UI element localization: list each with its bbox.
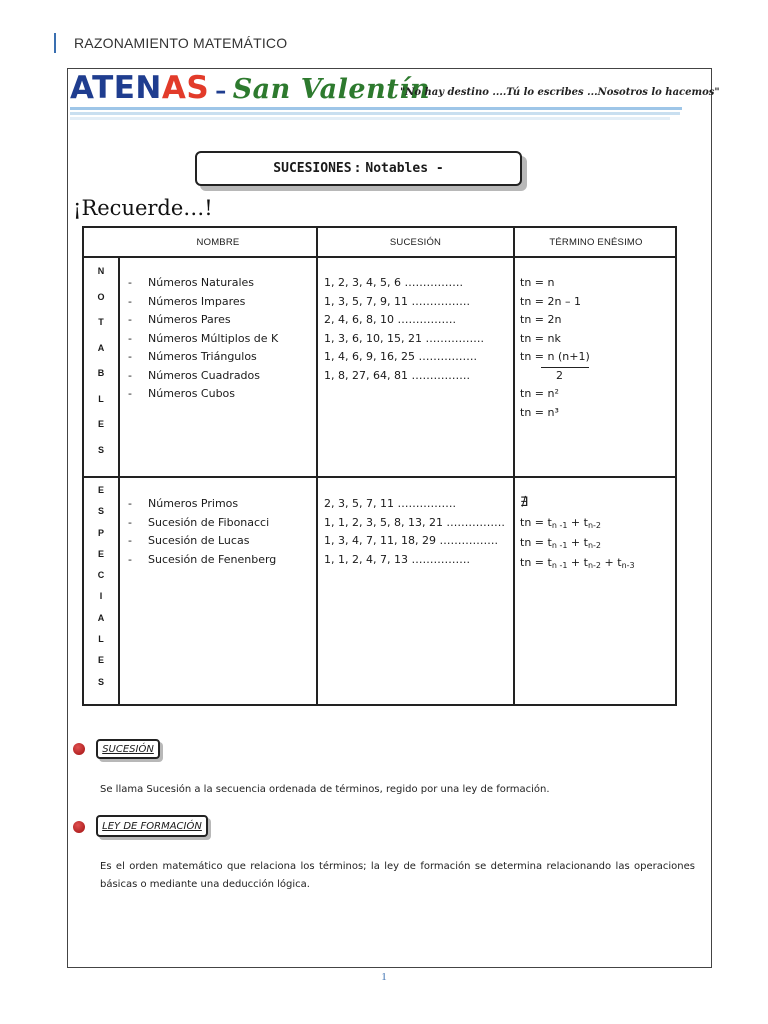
banner-stripe [70,107,682,110]
vertical-letter: S [97,444,104,455]
vertical-letter: E [97,485,104,495]
list-item: - Números Cuadrados [128,368,261,382]
notables-names [128,274,278,404]
list-item: - Sucesión de Lucas [128,534,250,547]
especiales-terms [520,493,635,573]
especiales-names [128,495,276,569]
vertical-letter: T [98,317,104,327]
banner-stripe [70,112,680,115]
bullet-icon [73,743,85,755]
list-item: - Sucesión de Fibonacci [128,515,270,529]
vertical-letter: B [97,368,105,378]
list-item: 2, 4, 6, 8, 10 ……………. [324,313,456,326]
list-item: - Sucesión de Fenenberg [128,552,277,566]
title-separator: : [353,161,362,176]
bullet-icon [73,821,85,833]
list-item: - Números Impares [128,294,246,308]
vertical-letter: L [98,393,104,404]
logo-part3: San Valentín [232,74,431,105]
banner-slogan: "No hay destino ....Tú lo escribes ...Nosotros lo hacemos" [400,87,720,98]
term: tn = $t_{n -1} + t_{n-2}$ [520,516,602,530]
ley-de-formacion-definition: Es el orden matemático que relaciona los términos; la ley de formación se determina relacionando las operaciones básicas o mediante una deducción lógica. [100,861,695,890]
banner-stripe [70,117,670,120]
header-termino-enesimo: TÉRMINO ENÉSIMO [549,236,643,248]
table-divider [513,228,515,704]
header-sucesion: SUCESIÓN [389,236,442,248]
table-divider [118,256,120,704]
term: ∄ [520,495,529,510]
term: tn = n³ [520,405,559,419]
term: tn = $t_{n -1} + t_{n-2} + t_{n-3}$ [520,556,635,570]
vertical-letter: E [97,419,104,429]
title-sub: Notables - [365,161,444,176]
term: tn = n [520,276,555,289]
vertical-letter: E [97,655,104,666]
term: tn = 2n [520,313,562,326]
list-item: - Números Primos [128,497,239,510]
vertical-letter: I [99,591,103,602]
vertical-letter: S [97,676,104,687]
especiales-vertical-label [84,485,118,687]
table-divider [316,228,318,704]
list-item: 1, 4, 6, 9, 16, 25 ……………. [324,350,477,363]
list-item: - Números Cubos [128,387,236,400]
list-item: - Números Naturales [128,276,254,289]
vertical-letter: L [98,634,104,645]
list-item: 1, 3, 6, 10, 15, 21 ……………. [324,331,484,345]
logo-part2: AS [161,70,210,106]
banner [70,70,720,122]
vertical-letter: C [97,570,105,581]
logo-part1: ATEN [70,70,162,106]
list-item: - Números Múltiplos de K [128,331,279,345]
list-item: - Números Triángulos [128,350,257,363]
sucesion-label: SUCESIÓN [96,739,160,759]
fraction-bar [541,367,589,368]
sucesion-definition: Se llama Sucesión a la secuencia ordenada de términos, regido por una ley de formación. [100,784,550,795]
especiales-sequences [324,495,505,569]
logo-dash: – [215,79,227,104]
title-main: SUCESIONES [273,161,352,176]
school-logo [70,71,430,109]
vertical-letter: P [97,527,104,538]
list-item: 1, 8, 27, 64, 81 ……………. [324,368,470,382]
title-box [195,151,522,186]
list-item: - Números Pares [128,313,231,326]
vertical-letter: O [97,291,105,302]
table-divider [84,476,675,478]
list-item: 1, 2, 3, 4, 5, 6 ……………. [324,276,463,289]
notables-terms [520,274,590,422]
vertical-letter: A [97,342,105,353]
list-item: 1, 3, 5, 7, 9, 11 ……………. [324,294,470,308]
list-item: 1, 3, 4, 7, 11, 18, 29 ……………. [324,534,498,547]
term: tn = n (n+1) [520,350,590,363]
term: tn = 2n – 1 [520,294,581,308]
recuerde-heading: ¡Recuerde…! [73,196,213,220]
list-item: 2, 3, 5, 7, 11 ……………. [324,497,456,510]
term: tn = nk [520,331,561,345]
term: tn = $t_{n -1} + t_{n-2}$ [520,536,602,550]
term: tn = n² [520,387,559,400]
notables-vertical-label [84,266,118,455]
vertical-letter: N [97,266,105,276]
vertical-letter: A [97,612,105,623]
table-divider [84,256,675,258]
running-header: RAZONAMIENTO MATEMÁTICO [54,33,287,53]
term: 2 [556,368,563,382]
list-item: 1, 1, 2, 4, 7, 13 ……………. [324,552,470,566]
list-item: 1, 1, 2, 3, 5, 8, 13, 21 ……………. [324,515,505,529]
page-number: 1 [381,971,387,983]
notables-sequences [324,274,484,385]
header-nombre: NOMBRE [196,236,240,248]
vertical-letter: E [97,548,104,559]
sequences-table [82,226,677,706]
ley-de-formacion-label: LEY DE FORMACIÓN [96,815,208,837]
vertical-letter: S [97,506,104,517]
